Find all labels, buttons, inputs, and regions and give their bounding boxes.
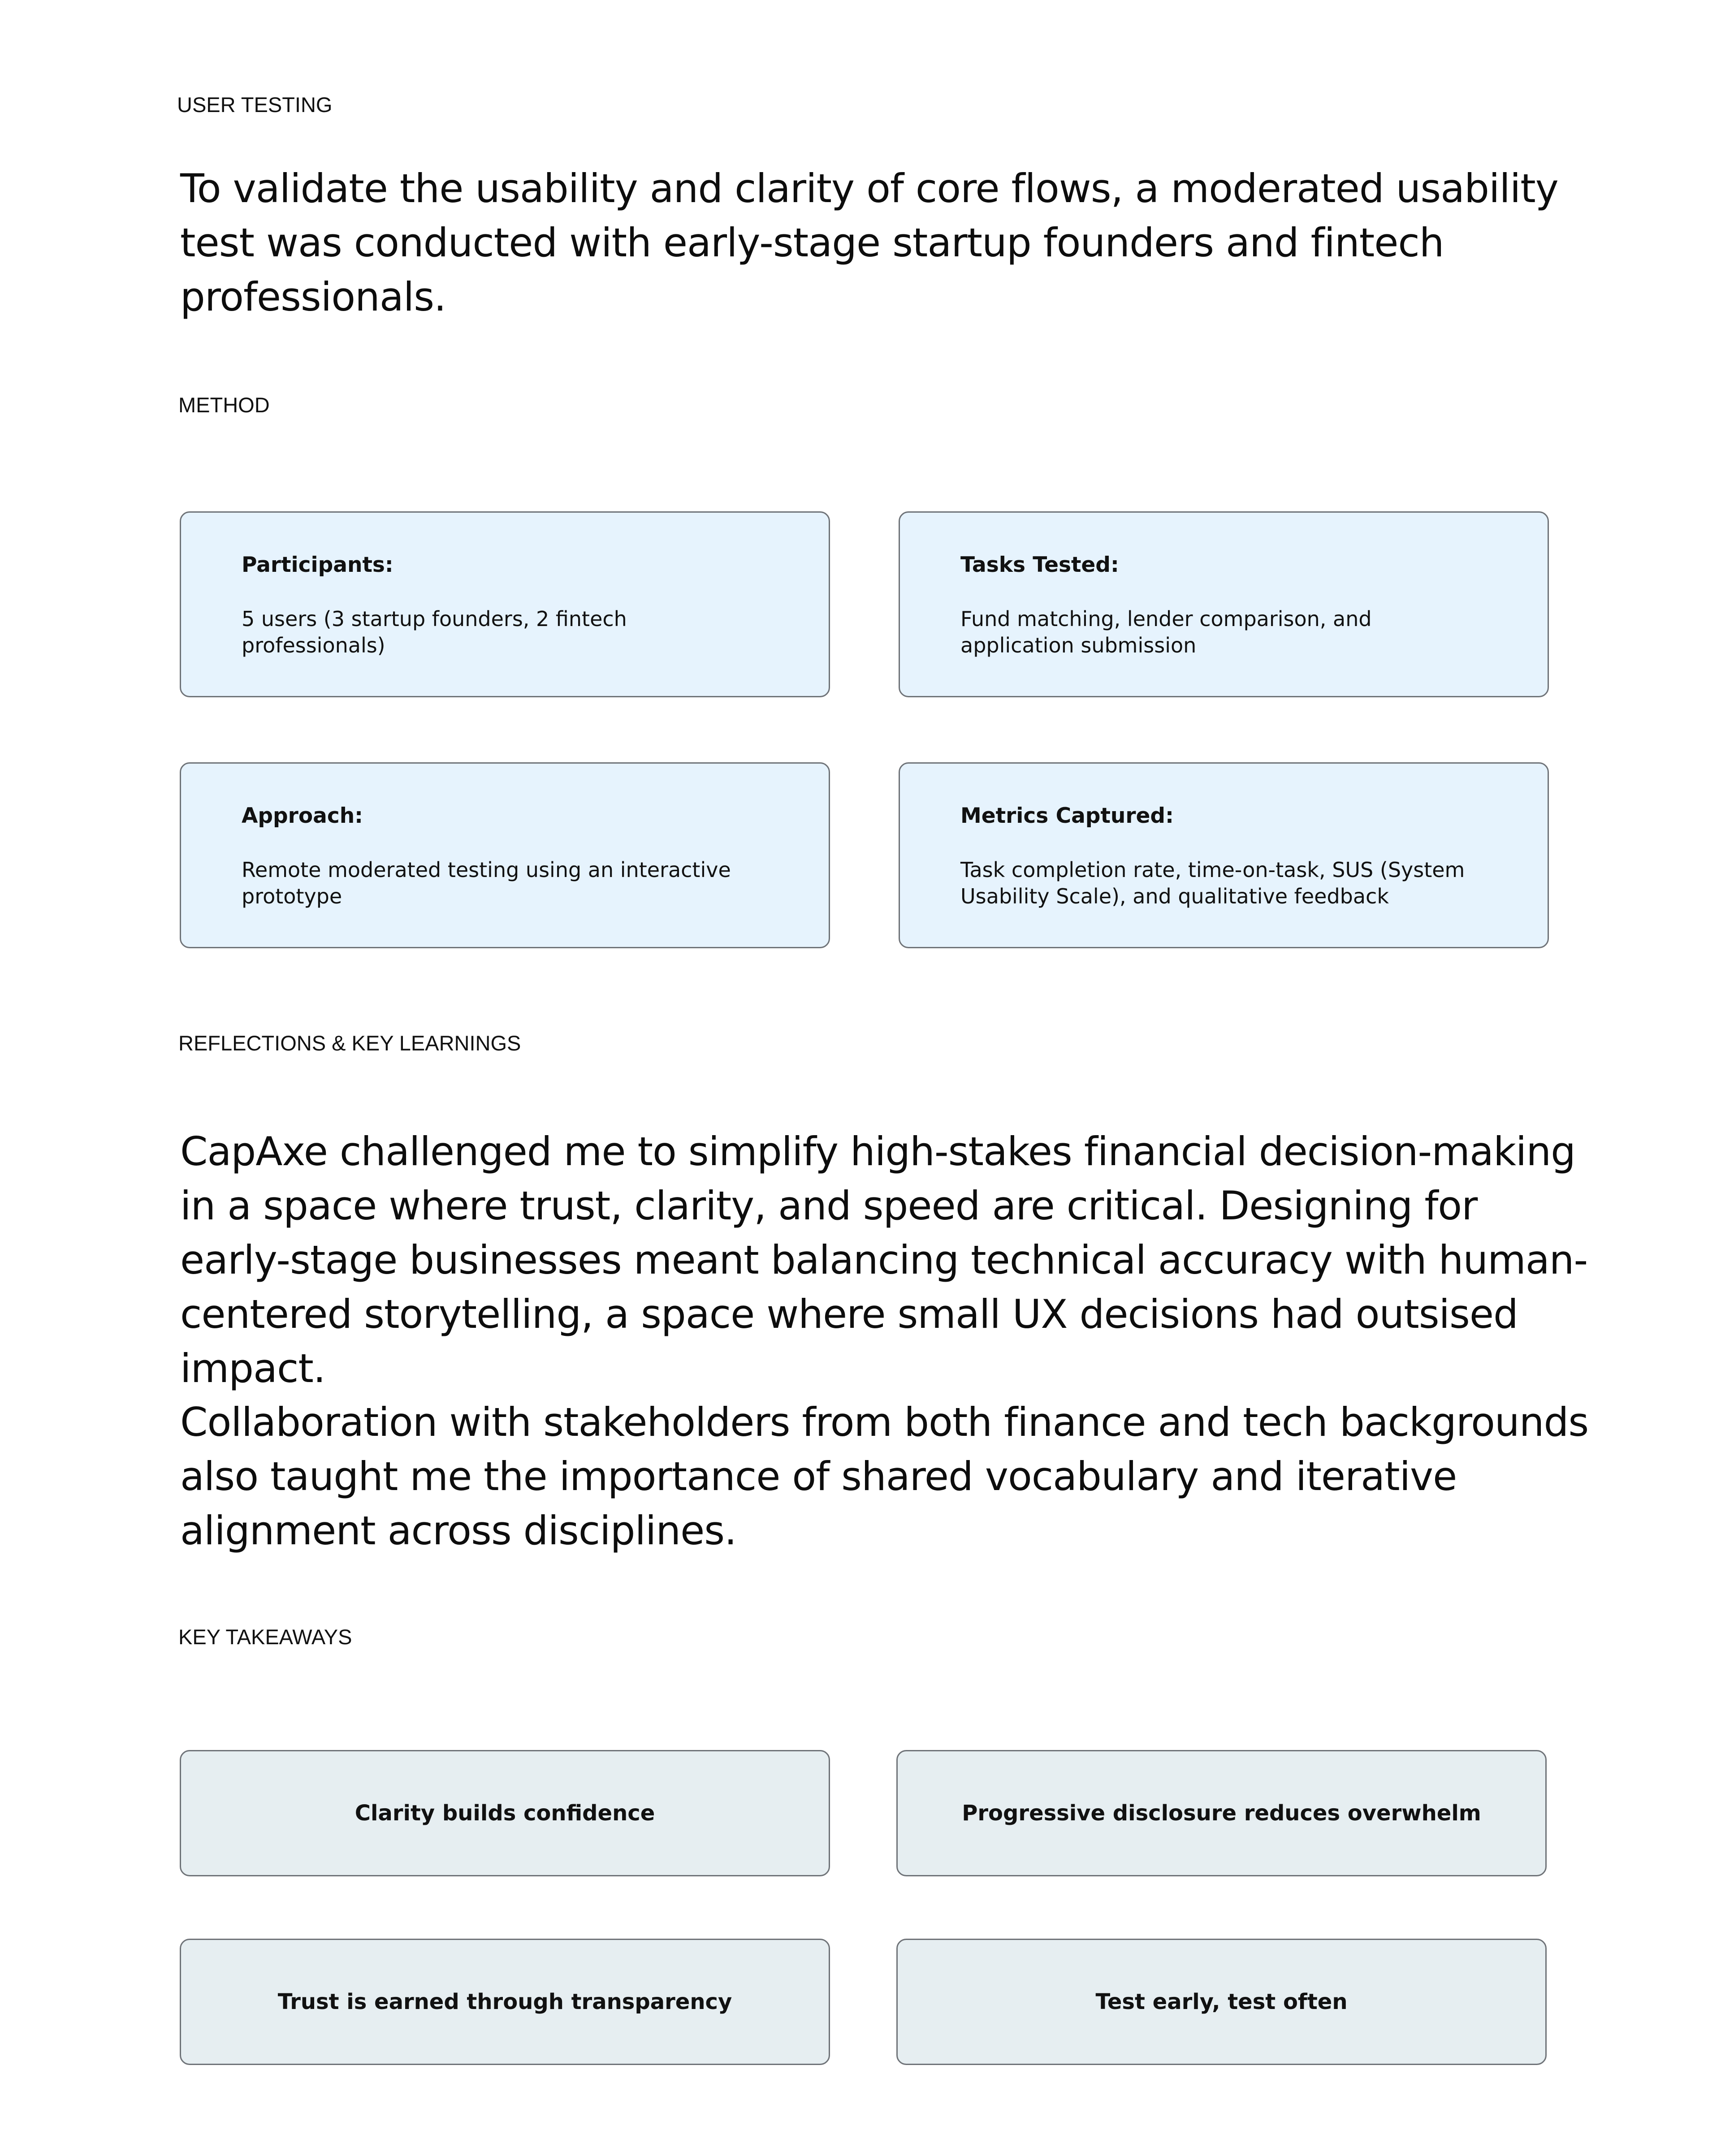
card-body: Fund matching, lender comparison, and application submission [960, 607, 1372, 657]
card-body: 5 users (3 startup founders, 2 fintech professionals) [242, 607, 627, 657]
section-label-reflections: REFLECTIONS & KEY LEARNINGS [178, 1031, 521, 1055]
takeaway-card [896, 1750, 1547, 1876]
user-testing-intro: To validate the usability and clarity of core flows, a moderated usability test was conducted with early-stage startup founders and fintech professionals. [180, 165, 1558, 320]
card-title: Participants: [242, 553, 393, 577]
method-card-approach [180, 762, 830, 948]
takeaway-text: Trust is earned through transparency [277, 1989, 732, 2014]
card-title: Approach: [242, 804, 363, 828]
card-title: Metrics Captured: [960, 804, 1174, 828]
takeaway-text: Test early, test often [1095, 1989, 1348, 2014]
reflections-paragraph-2: Collaboration with stakeholders from both finance and tech backgrounds also taught me the importance of shared vocabulary and iterative alignment across disciplines. [180, 1399, 1589, 1554]
reflections-paragraph-1: CapAxe challenged me to simplify high-stakes financial decision-making in a space where trust, clarity, and speed are critical. Designing for early-stage businesses meant balancing technical accuracy with human-centered storytelling, a space where small UX decisions had outsised impact. [180, 1128, 1588, 1391]
takeaway-card [180, 1750, 830, 1876]
section-label-key-takeaways: KEY TAKEAWAYS [178, 1625, 352, 1649]
card-body: Remote moderated testing using an interactive prototype [242, 858, 731, 908]
section-label-user-testing: USER TESTING [177, 93, 333, 117]
section-label-method: METHOD [178, 393, 270, 417]
method-card-metrics-captured [899, 762, 1549, 948]
card-body: Task completion rate, time-on-task, SUS (System Usability Scale), and qualitative feedback [960, 858, 1465, 908]
takeaway-card [180, 1939, 830, 2065]
card-title: Tasks Tested: [960, 553, 1119, 577]
takeaway-text: Clarity builds confidence [355, 1801, 655, 1826]
method-card-participants [180, 511, 830, 697]
takeaway-card [896, 1939, 1547, 2065]
method-card-tasks-tested [899, 511, 1549, 697]
takeaway-text: Progressive disclosure reduces overwhelm [962, 1801, 1481, 1826]
